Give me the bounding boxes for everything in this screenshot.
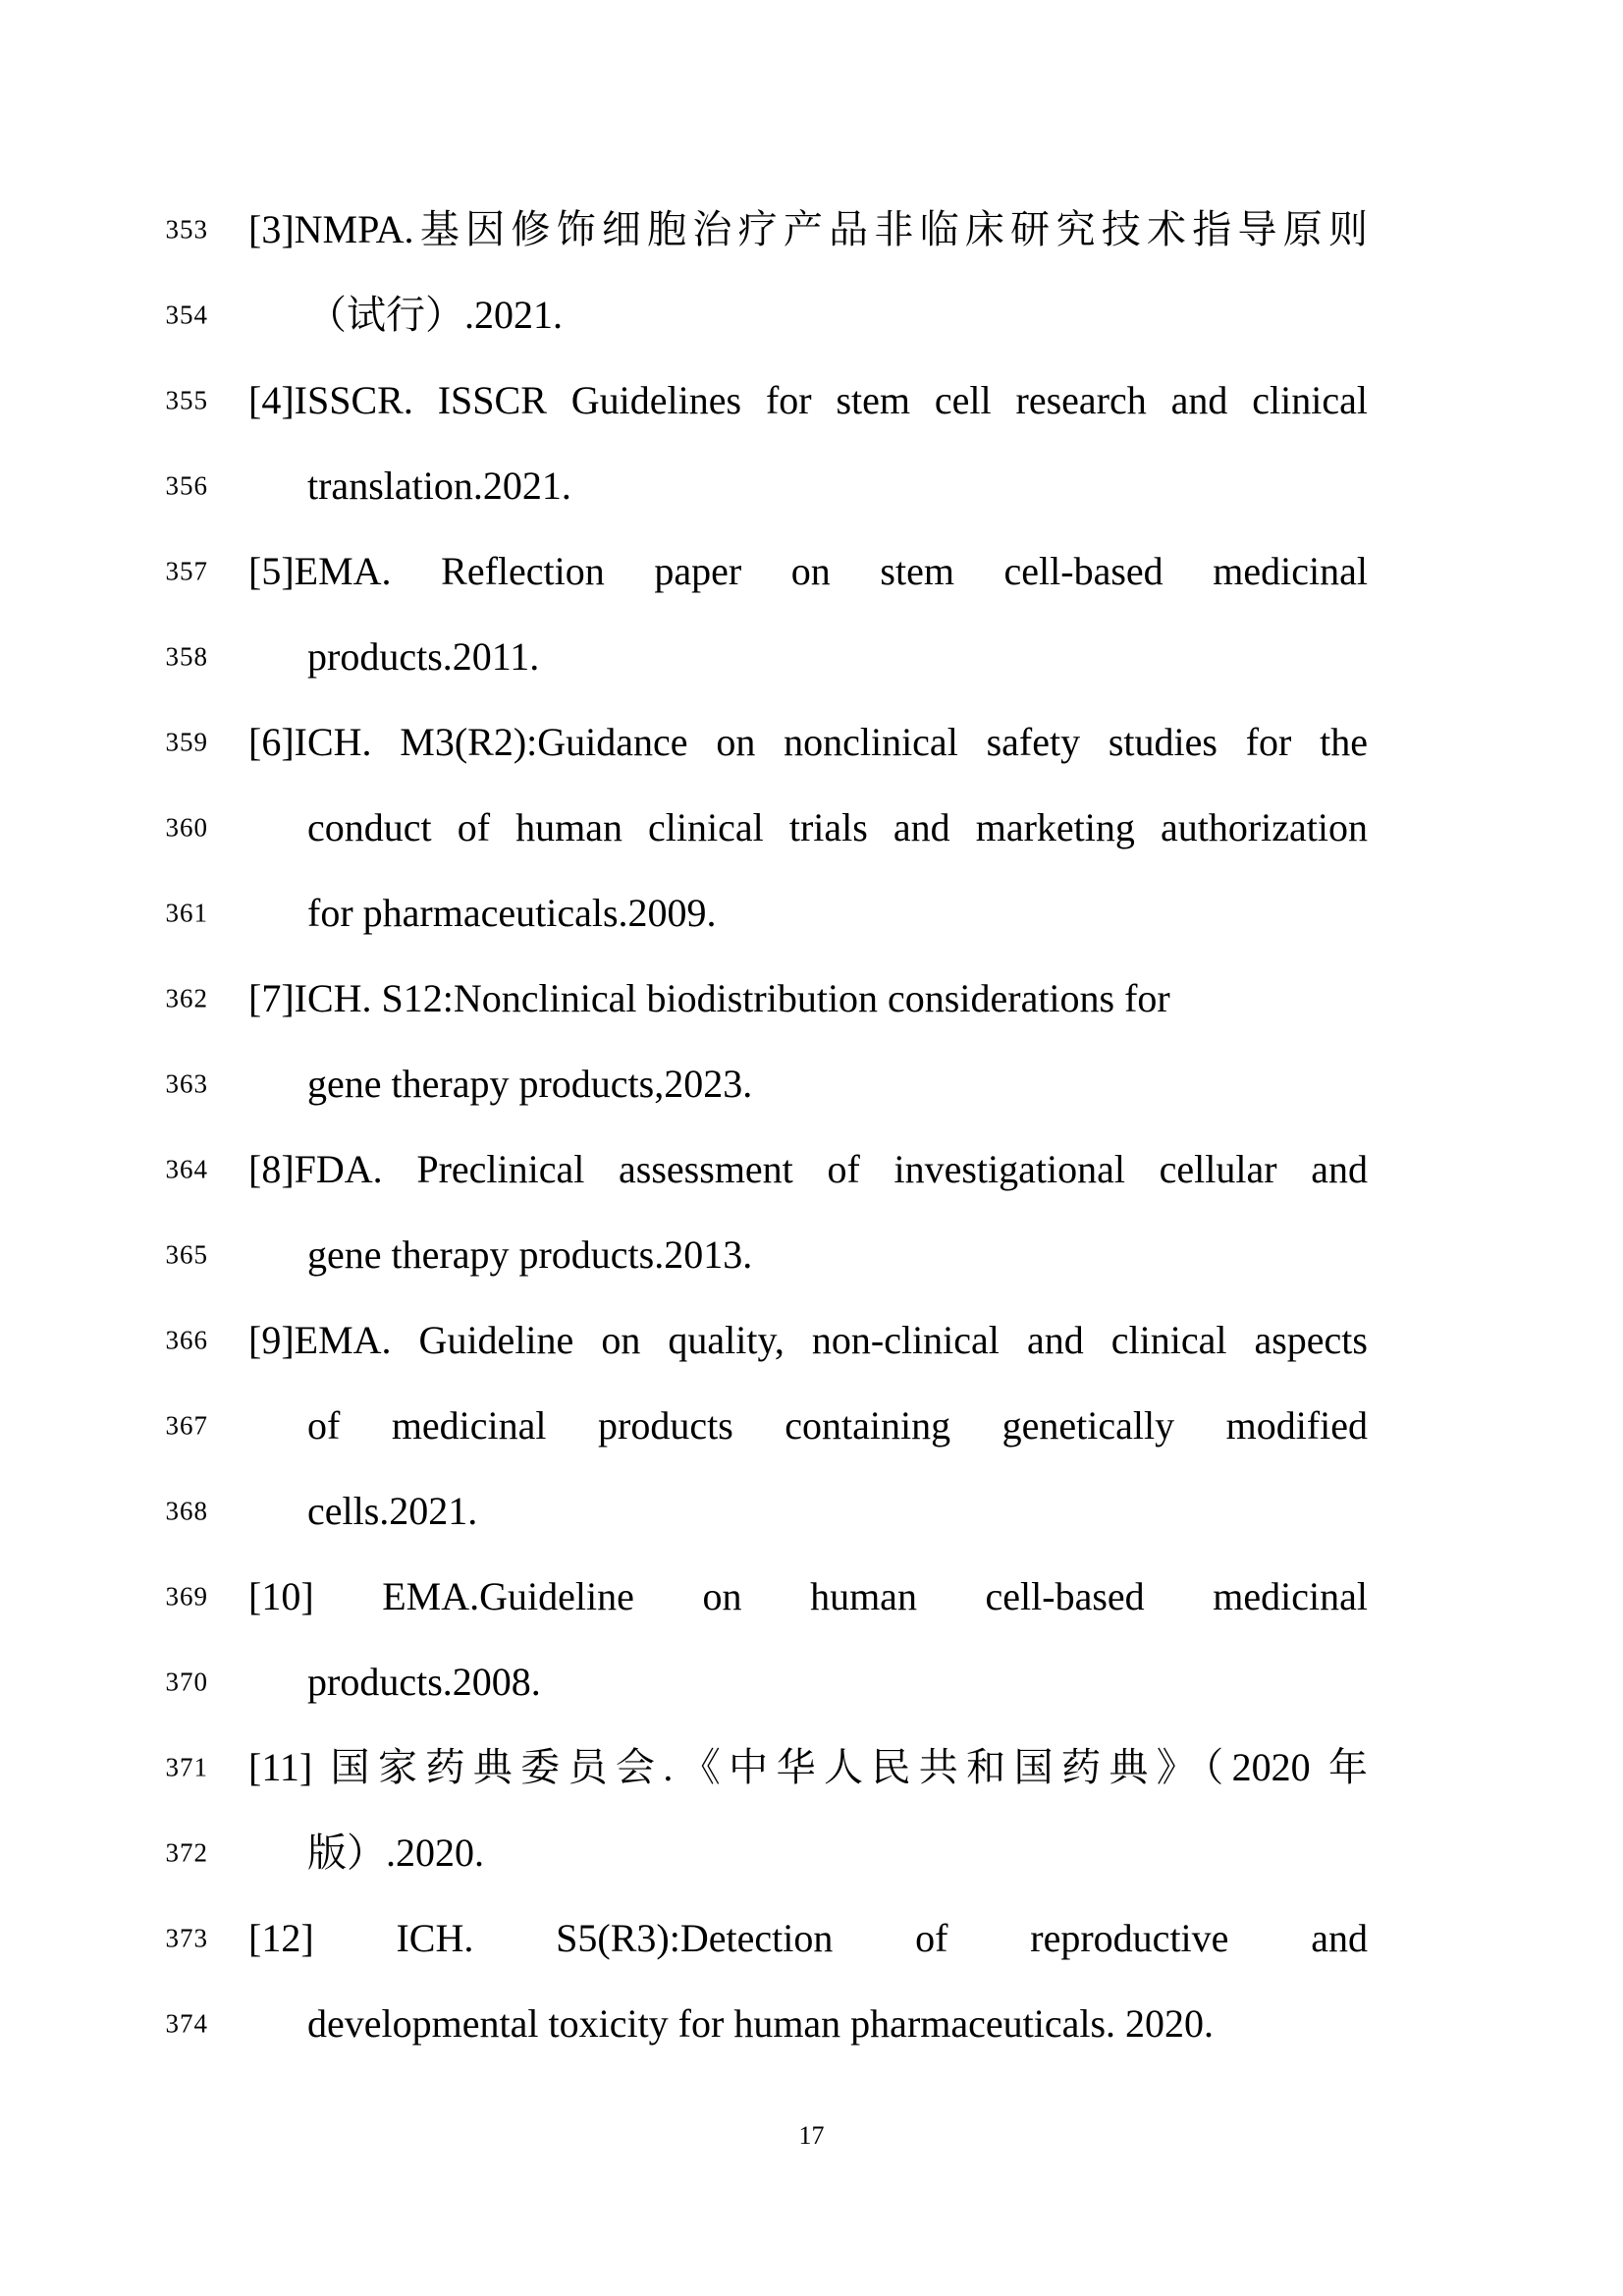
reference-line — [0, 1212, 1623, 1297]
line-number: 366 — [165, 1325, 208, 1354]
line-text: [11] 国家药典委员会.《中华人民共和国药典》（2020 年 — [248, 1744, 1368, 1789]
reference-line — [0, 1468, 1623, 1554]
line-number: 357 — [165, 556, 208, 585]
line-text: cells.2021. — [307, 1488, 478, 1533]
line-text: products.2008. — [307, 1659, 541, 1704]
reference-line — [0, 956, 1623, 1041]
line-number: 364 — [165, 1154, 208, 1183]
line-number: 361 — [165, 898, 208, 927]
line-number: 367 — [165, 1410, 208, 1440]
line-number: 360 — [165, 812, 208, 842]
line-number: 370 — [165, 1667, 208, 1696]
reference-line — [0, 187, 1623, 272]
reference-line — [0, 699, 1623, 785]
line-number: 369 — [165, 1581, 208, 1611]
line-number: 365 — [165, 1239, 208, 1269]
line-text: （试行）.2021. — [307, 292, 563, 337]
line-number: 363 — [165, 1068, 208, 1098]
line-text: developmental toxicity for human pharmaceuticals. 2020. — [307, 2000, 1215, 2046]
reference-line — [0, 1041, 1623, 1126]
page-number: 17 — [798, 2121, 825, 2150]
line-number: 373 — [165, 1923, 208, 1952]
references-list — [0, 187, 1623, 2066]
line-number: 362 — [165, 983, 208, 1012]
line-text: [7]ICH. S12:Nonclinical biodistribution considerations for — [248, 975, 1170, 1020]
line-number: 372 — [165, 1837, 208, 1867]
line-text: products.2011. — [307, 633, 540, 679]
reference-line — [0, 1810, 1623, 1895]
reference-line — [0, 870, 1623, 956]
line-text: [10] EMA.Guideline on human cell-based medicinal — [248, 1573, 1368, 1618]
reference-line — [0, 1981, 1623, 2066]
reference-line — [0, 1895, 1623, 1981]
reference-line — [0, 443, 1623, 528]
line-number: 371 — [165, 1752, 208, 1781]
line-text: conduct of human clinical trials and marketing authorization — [307, 804, 1368, 849]
reference-line — [0, 272, 1623, 357]
reference-line — [0, 1383, 1623, 1468]
reference-line — [0, 1126, 1623, 1212]
reference-line — [0, 614, 1623, 699]
reference-line — [0, 785, 1623, 870]
line-text: [5]EMA. Reflection paper on stem cell-based medicinal — [248, 548, 1368, 593]
line-text: 版）.2020. — [307, 1830, 484, 1875]
line-number: 359 — [165, 727, 208, 756]
line-number: 354 — [165, 300, 208, 329]
line-text: [6]ICH. M3(R2):Guidance on nonclinical safety studies for the — [248, 719, 1368, 764]
line-text: of medicinal products containing genetically modified — [307, 1402, 1368, 1448]
line-text: [8]FDA. Preclinical assessment of investigational cellular and — [248, 1146, 1368, 1191]
line-text: for pharmaceuticals.2009. — [307, 890, 717, 935]
reference-line — [0, 1554, 1623, 1639]
reference-line — [0, 1724, 1623, 1810]
line-text: [9]EMA. Guideline on quality, non-clinical and clinical aspects — [248, 1317, 1368, 1362]
reference-line — [0, 528, 1623, 614]
line-text: gene therapy products,2023. — [307, 1061, 753, 1106]
line-number: 356 — [165, 470, 208, 500]
line-number: 374 — [165, 2008, 208, 2038]
line-text: [12] ICH. S5(R3):Detection of reproductive and — [248, 1915, 1368, 1960]
line-text: translation.2021. — [307, 463, 571, 508]
line-number: 355 — [165, 385, 208, 414]
reference-line — [0, 357, 1623, 443]
line-number: 353 — [165, 214, 208, 244]
reference-line — [0, 1639, 1623, 1724]
line-number: 358 — [165, 641, 208, 671]
line-number: 368 — [165, 1496, 208, 1525]
line-text: gene therapy products.2013. — [307, 1231, 753, 1277]
reference-line — [0, 1297, 1623, 1383]
line-text: [3]NMPA.基因修饰细胞治疗产品非临床研究技术指导原则 — [248, 206, 1368, 251]
line-text: [4]ISSCR. ISSCR Guidelines for stem cell research and clinical — [248, 377, 1368, 422]
